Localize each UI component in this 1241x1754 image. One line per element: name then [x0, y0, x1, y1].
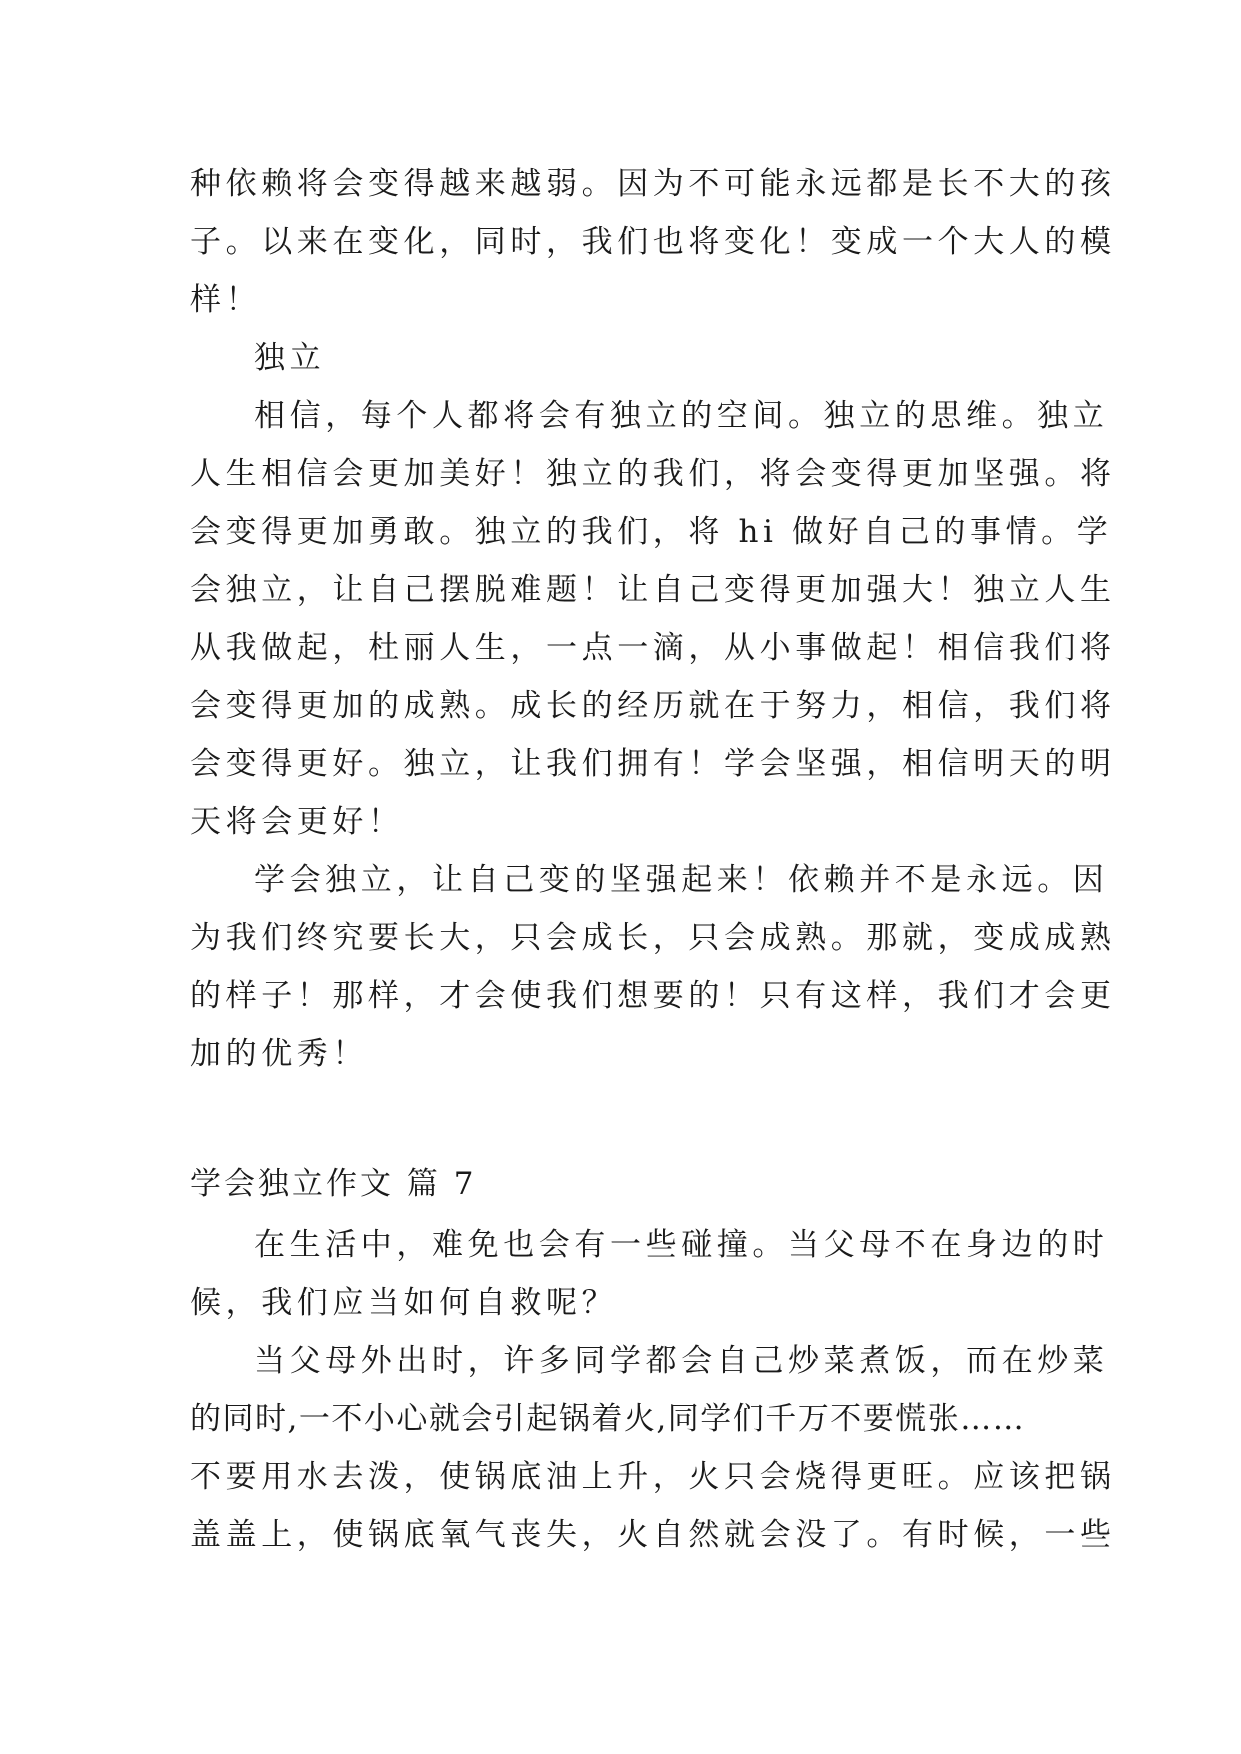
- section-title-text: 学会独立作文 篇 7: [190, 1166, 477, 1202]
- text-line: 不要用水去泼，使锅底油上升，火只会烧得更旺。应该把锅: [190, 1459, 1116, 1495]
- text-line: 加的优秀！: [190, 1036, 368, 1072]
- text-line: 的样子！那样，才会使我们想要的！只有这样，我们才会更: [190, 978, 1116, 1014]
- subheading-text: 独立: [254, 340, 326, 376]
- paragraph-continuation: [190, 155, 1116, 329]
- text-line: 从我做起，杜丽人生，一点一滴，从小事做起！相信我们将: [190, 630, 1116, 666]
- text-line: 会独立，让自己摆脱难题！让自己变得更加强大！独立人生: [190, 572, 1116, 608]
- text-line: 会变得更好。独立，让我们拥有！学会坚强，相信明天的明: [190, 746, 1116, 782]
- paragraph: [190, 851, 1116, 1083]
- paragraph: [190, 1332, 1116, 1564]
- paragraph: [190, 387, 1116, 851]
- text-line: 种依赖将会变得越来越弱。因为不可能永远都是长不大的孩: [190, 166, 1116, 202]
- text-line: 当父母外出时，许多同学都会自己炒菜煮饭，而在炒菜: [254, 1343, 1109, 1379]
- text-line: 为我们终究要长大，只会成长，只会成熟。那就，变成成熟: [190, 920, 1116, 956]
- text-line: 天将会更好！: [190, 804, 404, 840]
- text-line: 相信，每个人都将会有独立的空间。独立的思维。独立: [254, 398, 1109, 434]
- text-line: 样！: [190, 282, 262, 318]
- text-line: 会变得更加勇敢。独立的我们，将 hi 做好自己的事情。学: [190, 514, 1113, 550]
- section-title: [190, 1155, 1050, 1213]
- text-line: 在生活中，难免也会有一些碰撞。当父母不在身边的时: [254, 1227, 1109, 1263]
- paragraph: [190, 1216, 1109, 1332]
- text-line: 盖盖上，使锅底氧气丧失，火自然就会没了。有时候，一些: [190, 1517, 1116, 1553]
- text-line: 人生相信会更加美好！独立的我们，将会变得更加坚强。将: [190, 456, 1116, 492]
- text-line: 子。以来在变化，同时，我们也将变化！变成一个大人的模: [190, 224, 1116, 260]
- text-line: 候，我们应当如何自救呢？: [190, 1285, 618, 1321]
- text-line: 会变得更加的成熟。成长的经历就在于努力，相信，我们将: [190, 688, 1116, 724]
- text-line: 的同时,一不小心就会引起锅着火,同学们千万不要慌张……: [190, 1401, 1026, 1437]
- subheading: [190, 329, 1050, 387]
- text-line: 学会独立，让自己变的坚强起来！依赖并不是永远。因: [254, 862, 1109, 898]
